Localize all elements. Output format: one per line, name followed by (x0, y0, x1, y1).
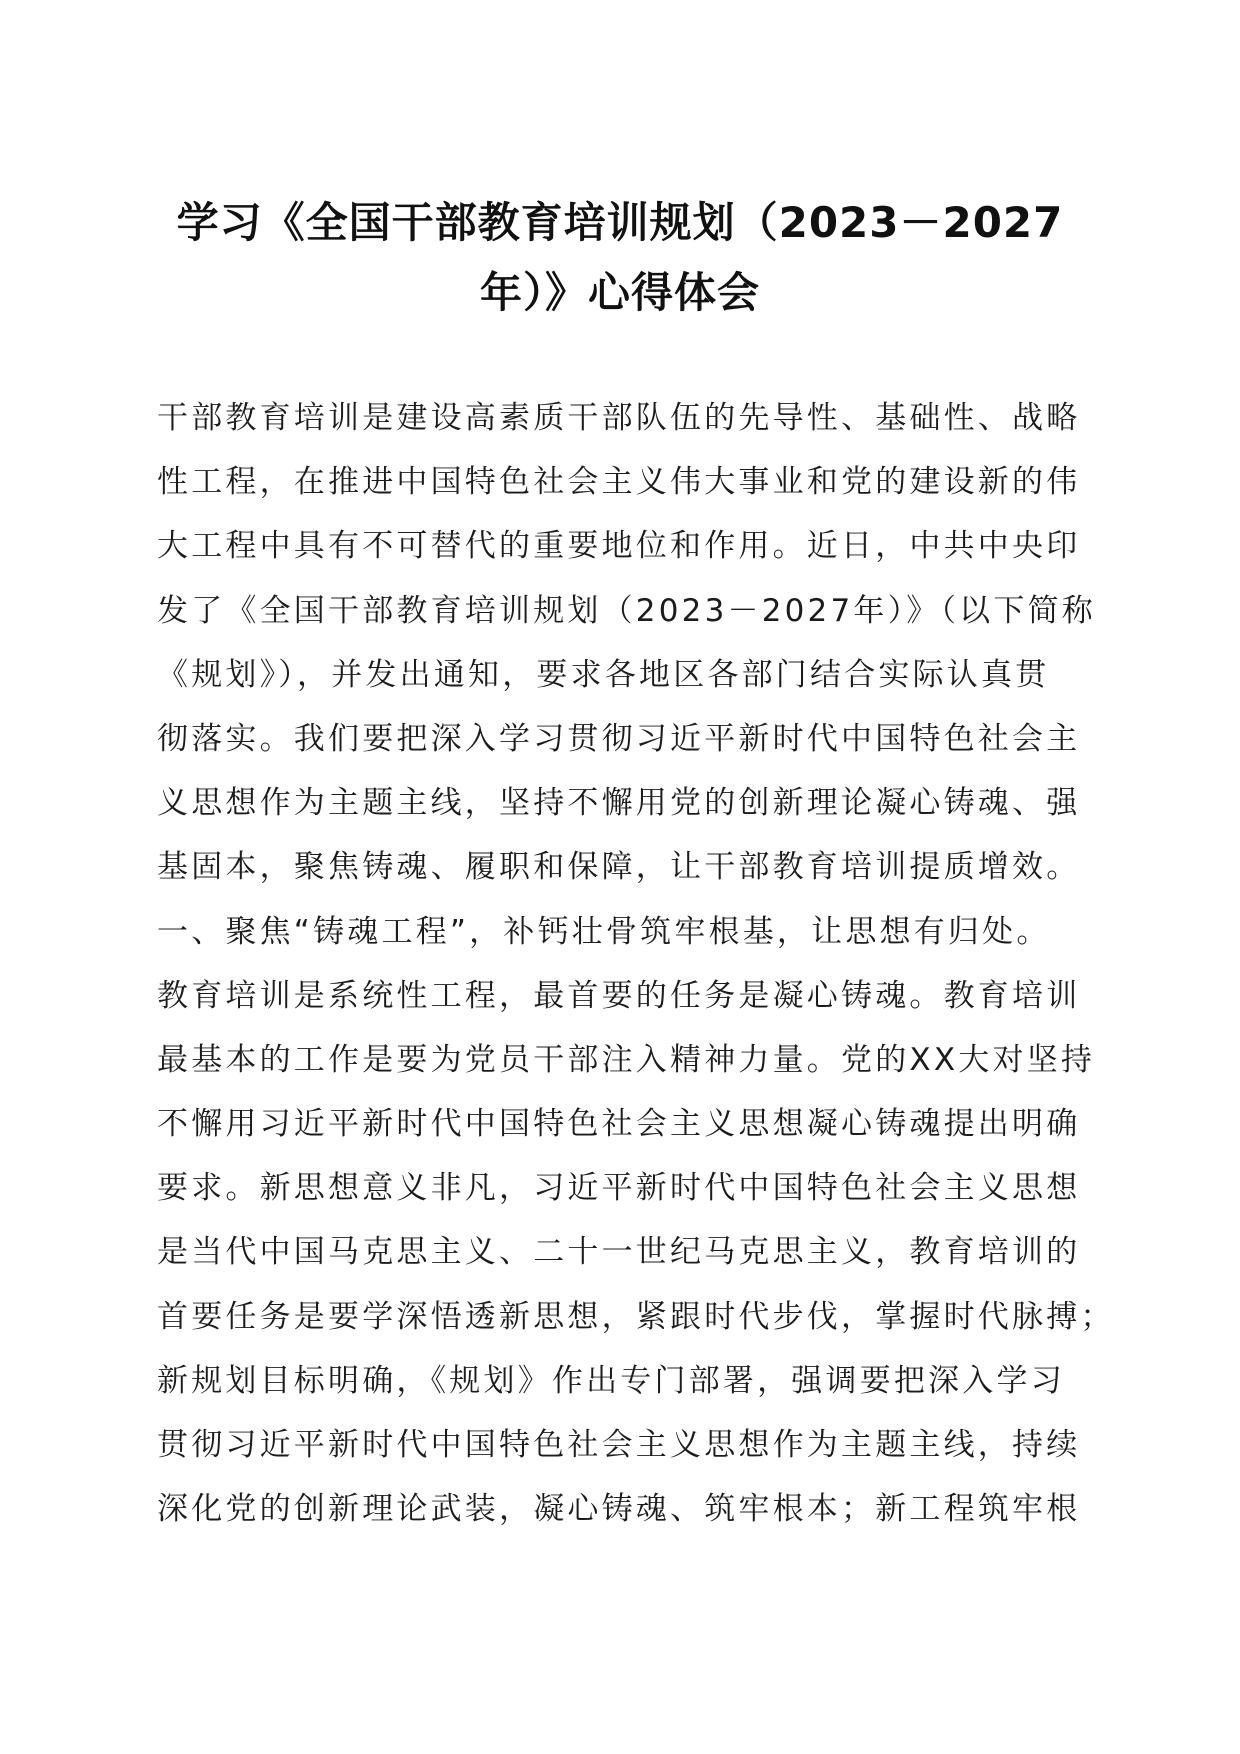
body-line: 深化党的创新理论武装，凝心铸魂、筑牢根本；新工程筑牢根 (157, 1491, 1081, 1528)
title-line-1: 学习《全国干部教育培训规划（2023－2027 (176, 198, 1064, 247)
body-line: 性工程，在推进中国特色社会主义伟大事业和党的建设新的伟 (157, 464, 1081, 501)
body-line: 要求。新思想意义非凡，习近平新时代中国特色社会主义思想 (157, 1170, 1081, 1207)
body-line: 最基本的工作是要为党员干部注入精神力量。党的XX大对坚持 (157, 1041, 1096, 1078)
body-line: 义思想作为主题主线，坚持不懈用党的创新理论凝心铸魂、强 (157, 785, 1081, 822)
body-line: 不懈用习近平新时代中国特色社会主义思想凝心铸魂提出明确 (157, 1106, 1081, 1143)
section-heading: 一、聚焦“铸魂工程”，补钙壮骨筑牢根基，让思想有归处。 (157, 913, 1051, 950)
body-line: 新规划目标明确，《规划》作出专门部署，强调要把深入学习 (157, 1362, 1065, 1399)
body-line: 贯彻习近平新时代中国特色社会主义思想作为主题主线，持续 (157, 1427, 1081, 1463)
body-line: 基固本，聚焦铸魂、履职和保障，让干部教育培训提质增效。 (157, 849, 1081, 886)
title-line-2: 年）》心得体会 (479, 268, 760, 317)
body-line: 发了《全国干部教育培训规划（2023－2027年）》（以下简称 (157, 592, 1096, 629)
body-line: 干部教育培训是建设高素质干部队伍的先导性、基础性、战略 (157, 400, 1081, 436)
body-line: 彻落实。我们要把深入学习贯彻习近平新时代中国特色社会主 (157, 720, 1081, 757)
body-line: 《规划》），并发出通知，要求各地区各部门结合实际认真贯 (157, 656, 1050, 693)
document-body (157, 386, 1115, 1541)
body-line: 是当代中国马克思主义、二十一世纪马克思主义，教育培训的 (157, 1234, 1081, 1271)
body-line: 教育培训是系统性工程，最首要的任务是凝心铸魂。教育培训 (157, 977, 1081, 1014)
body-line: 首要任务是要学深悟透新思想，紧跟时代步伐，掌握时代脉搏； (157, 1298, 1115, 1335)
body-line: 大工程中具有不可替代的重要地位和作用。近日，中共中央印 (157, 528, 1081, 565)
document-title (150, 188, 1090, 328)
